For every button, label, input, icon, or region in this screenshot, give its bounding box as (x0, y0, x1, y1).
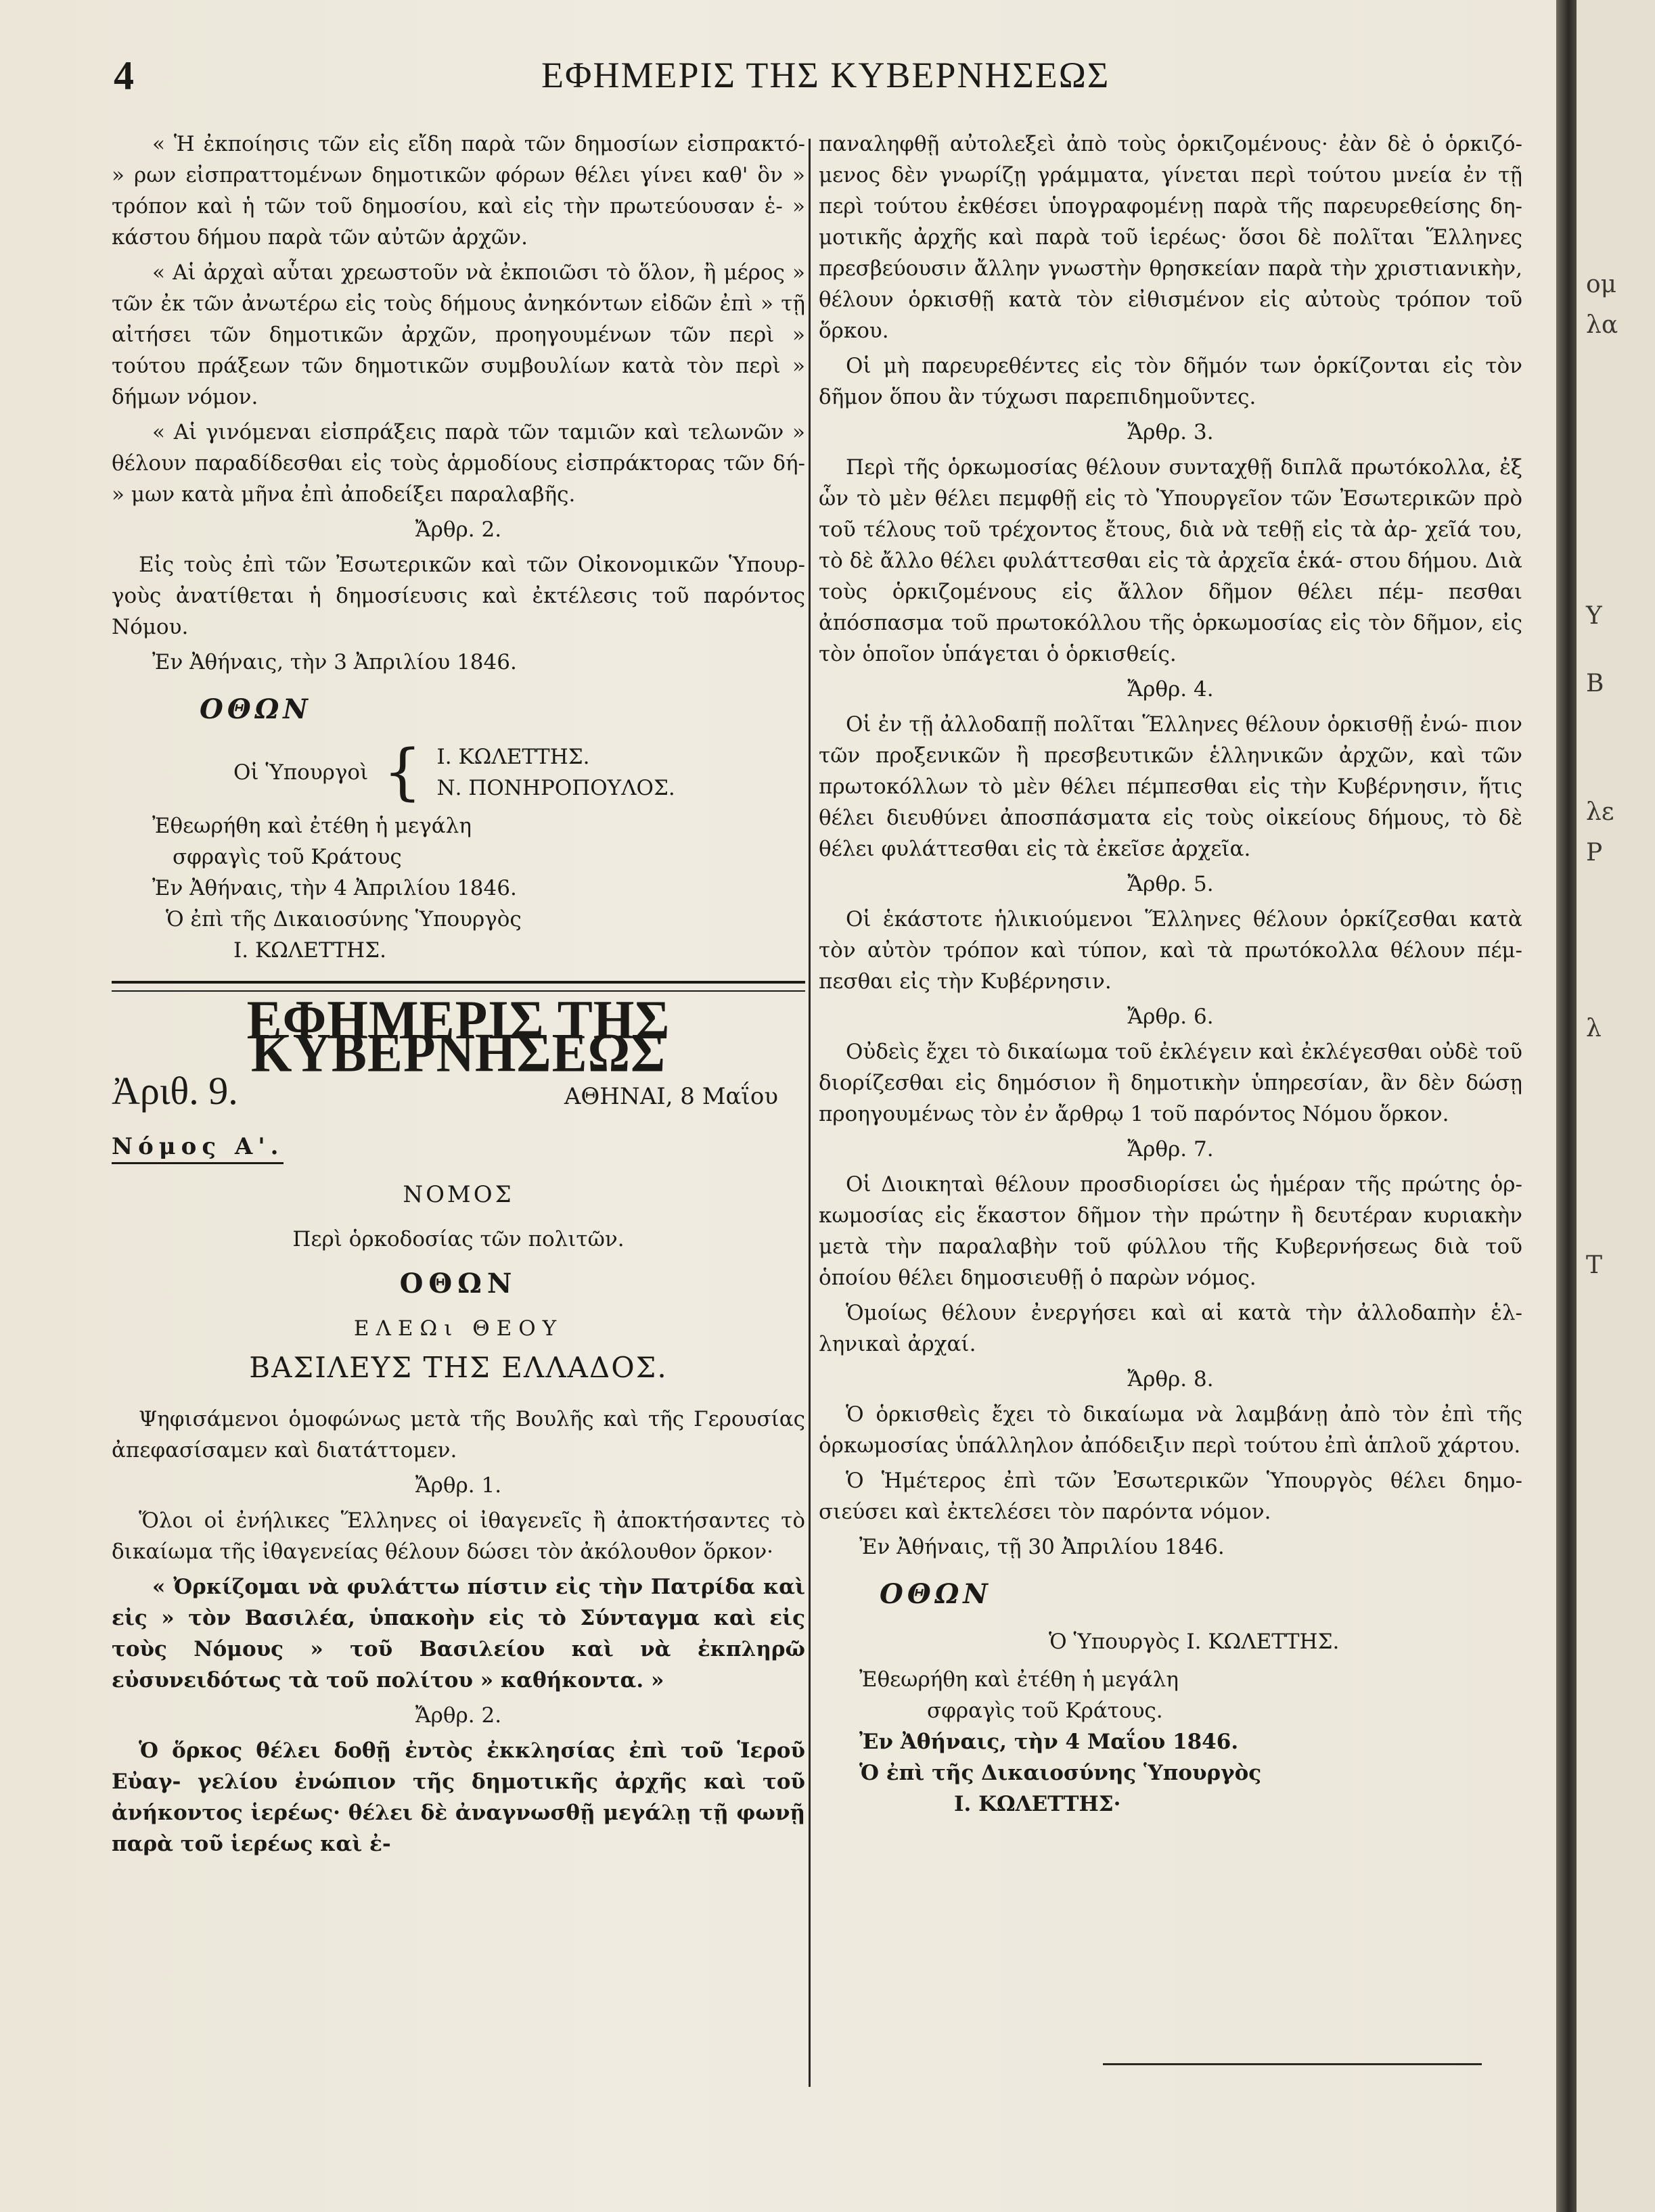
edge-fragment: λε (1586, 798, 1614, 826)
issue-place-date: ΑΘΗΝΑΙ, 8 Μαΐου (564, 1083, 778, 1110)
justice-minister-label: Ὁ ἐπὶ τῆς Δικαιοσύνης Ὑπουργὸς (859, 1761, 1262, 1785)
article-text: Οἱ μὴ παρευρεθέντες εἰς τὸν δῆμόν των ὁρκίζονται εἰς τὸν δῆμον ὅπου ἂν τύχωσι παρεπιδημοῦντες. (819, 354, 1522, 409)
page-number: 4 (114, 53, 134, 98)
preamble: Ψηφισάμενοι ὁμοφώνως μετὰ τῆς Βουλῆς καὶ τῆς Γερουσίας ἀπεφασίσαμεν καὶ διατάττομεν. (112, 1407, 805, 1462)
seal-block (859, 1664, 1522, 1820)
seal-line: Ἐθεωρήθη καὶ ἐτέθη ἡ μεγάλη (152, 814, 472, 838)
article-heading: Ἄρθρ. 6. (1127, 1005, 1214, 1029)
justice-minister-name: Ι. ΚΩΛΕΤΤΗΣ. (233, 938, 386, 963)
article-text: Εἰς τοὺς ἐπὶ τῶν Ἐσωτερικῶν καὶ τῶν Οἰκονομικῶν Ὑπουρ- γοὺς ἀνατίθεται ἡ δημοσίευσις καὶ ἐκτέλεσις τοῦ παρόντος Νόμου. (112, 553, 805, 639)
right-column (819, 129, 1522, 1820)
adjacent-page-edge (1577, 0, 1655, 2212)
king-signature: ΟΘΩΝ (880, 1578, 992, 1610)
date-line: Ἐν Ἀθήναις, τὴν 3 Ἀπριλίου 1846. (152, 650, 517, 674)
quote-paragraph: « Αἱ γινόμεναι εἰσπράξεις παρὰ τῶν ταμιῶν καὶ τελωνῶν » θέλουν παραδίδεσθαι εἰς τοὺς ἁρμοδίους εἰσπράκτορας τῶν δή- » μων κατὰ μῆνα ἐπὶ ἀποδείξει παραλαβῆς. (112, 420, 805, 507)
issue-number: Ἀριθ. 9. (112, 1069, 238, 1113)
book-gutter (1556, 0, 1577, 2212)
edge-fragment: Τ (1586, 1251, 1603, 1279)
edge-fragment: Ρ (1586, 839, 1603, 867)
date-line: Ἐν Ἀθήναις, τῇ 30 Ἀπριλίου 1846. (859, 1535, 1225, 1559)
minister-names (437, 741, 675, 804)
brace-glyph: { (383, 737, 422, 808)
justice-minister-label: Ὁ ἐπὶ τῆς Δικαιοσύνης Ὑπουργὸς (166, 907, 522, 931)
justice-minister-name: Ι. ΚΩΛΕΤΤΗΣ· (954, 1792, 1121, 1816)
law-subject: Περὶ ὁρκοδοσίας τῶν πολιτῶν. (292, 1227, 625, 1251)
article-text: Ὁ ὅρκος θέλει δοθῇ ἐντὸς ἐκκλησίας ἐπὶ τοῦ Ἱεροῦ Εὐαγ- γελίου ἐνώπιον τῆς δημοτικῆς ἀρχῆς καὶ τοῦ ἀνήκοντος ἱερέως· θέλει δὲ ἀναγνωσθῇ μεγάλῃ τῇ φωνῇ παρὰ τοῦ ἱερέως καὶ ἐ- (112, 1738, 805, 1856)
article-heading: Ἄρθρ. 1. (415, 1473, 502, 1498)
article-text: Ὁ Ἡμέτερος ἐπὶ τῶν Ἐσωτερικῶν Ὑπουργὸς θέλει δημο- σιεύσει καὶ ἐκτελέσει τὸν παρόντα νόμον. (819, 1469, 1522, 1524)
article-heading: Ἄρθρ. 3. (1127, 420, 1214, 444)
article-heading: Ἄρθρ. 2. (415, 517, 502, 542)
seal-line: σφραγὶς τοῦ Κράτους (173, 845, 402, 869)
by-grace-of-god: ΕΛΕΩι ΘΕΟΥ (353, 1316, 564, 1341)
law-title: ΝΟΜΟΣ (403, 1181, 514, 1208)
edge-fragment: Β (1586, 670, 1604, 697)
edge-fragment: ομ (1586, 271, 1617, 298)
law-label: Νόμος Α'. (112, 1131, 284, 1164)
quote-paragraph: « Αἱ ἀρχαὶ αὗται χρεωστοῦν νὰ ἐκποιῶσι τὸ ὅλον, ἢ μέρος » τῶν ἐκ τῶν ἀνωτέρω εἰς τοὺς δήμους ἀνηκόντων εἰδῶν ἐπὶ » τῇ αἰτήσει τῶν δημοτικῶν ἀρχῶν, προηγουμένων τῶν περὶ » τούτου πράξεων τῶν δημοτικῶν συμβουλίων κατὰ τὸν περὶ » δήμων νόμον. (112, 260, 805, 409)
article-text: Οἱ ἑκάστοτε ἡλικιούμενοι Ἕλληνες θέλουν ὁρκίζεσθαι κατὰ τὸν αὐτὸν τρόπον καὶ τύπον, καὶ τὰ πρωτόκολλα θέλουν πέμ- πεσθαι εἰς τὴν Κυβέρνησιν. (819, 907, 1522, 994)
article-text: Περὶ τῆς ὁρκωμοσίας θέλουν συνταχθῇ διπλᾶ πρωτόκολλα, ἐξ ὧν τὸ μὲν θέλει πεμφθῇ εἰς τὸ Ὑπουργεῖον τῶν Ἐσωτερικῶν πρὸ τοῦ τέλους τοῦ τρέχοντος ἔτους, διὰ νὰ τεθῇ εἰς τὰ ἀρ- χεῖά του, τὸ δὲ ἄλλο θέλει φυλάττεσθαι εἰς τὰ ἀρχεῖα ἑκά- στου δήμου. Διὰ τοὺς ὁρκιζομένους εἰς ἄλλον δῆμον θέλει πέμ- πεσθαι ἀπόσπασμα τοῦ πρωτοκόλλου τῆς ὁρκωμοσίας εἰς τὸν δῆμον, εἰς τὸν ὁποῖον ὑπάγεται ὁ ὁρκισθείς. (819, 455, 1522, 666)
article-heading: Ἄρθρ. 8. (1127, 1367, 1214, 1391)
article-text: Ὁ ὁρκισθεὶς ἔχει τὸ δικαίωμα νὰ λαμβάνῃ ἀπὸ τὸν ἐπὶ τῆς ὁρκωμοσίας ὑπάλληλον ἀπόδειξιν περὶ τούτου ἐπὶ ἁπλοῦ χάρτου. (819, 1402, 1522, 1458)
seal-line: σφραγὶς τοῦ Κράτους. (927, 1699, 1163, 1723)
edge-fragment: λα (1586, 311, 1618, 339)
minister-name: Ι. ΚΩΛΕΤΤΗΣ. (436, 745, 590, 769)
article-heading: Ἄρθρ. 5. (1127, 872, 1214, 896)
king-signature: ΟΘΩΝ (200, 693, 312, 725)
article-text: Οὐδεὶς ἔχει τὸ δικαίωμα τοῦ ἐκλέγειν καὶ ἐκλέγεσθαι οὐδὲ τοῦ διορίζεσθαι εἰς δημόσιον ἢ δημοτικὴν ὑπηρεσίαν, ἂν δὲν δώσῃ προηγουμένως τὸν ἐν ἄρθρῳ 1 τοῦ παρόντος Νόμου ὅρκον. (819, 1040, 1522, 1126)
article-text: Οἱ ἐν τῇ ἀλλοδαπῇ πολῖται Ἕλληνες θέλουν ὁρκισθῇ ἐνώ- πιον τῶν προξενικῶν ἢ πρεσβευτικῶν ἑλληνικῶν ἀρχῶν, καὶ τῶν πρωτοκόλλων τὸ μὲν θέλει πέμπεσθαι εἰς τὴν Κυβέρνησιν, ἥτις θέλει διευθύνει ἀποσπάσματα εἰς τοὺς οἰκείους δήμους, τὸ δὲ θέλει φυλάττεσθαι εἰς τὰ ἐκεῖσε ἀρχεῖα. (819, 712, 1522, 861)
article-heading: Ἄρθρ. 7. (1127, 1137, 1214, 1161)
article-text: Οἱ Διοικηταὶ θέλουν προσδιορίσει ὡς ἡμέραν τῆς πρώτης ὁρ- κωμοσίας εἰς ἕκαστον δῆμον τὴν πρώτην ἢ δευτέραν κυριακὴν μετὰ τὴν παραλαβὴν τοῦ φύλλου τῆς Κυβερνήσεως διὰ τοῦ ὁποίου θέλει δημοσιευθῇ ὁ παρὼν νόμος. (819, 1172, 1522, 1290)
date-line: Ἐν Ἀθήναις, τὴν 4 Ἀπριλίου 1846. (152, 876, 517, 900)
article-heading: Ἄρθρ. 2. (415, 1703, 502, 1728)
quote-paragraph: « Ἡ ἐκποίησις τῶν εἰς εἴδη παρὰ τῶν δημοσίων εἰσπρακτό- » ρων εἰσπραττομένων δημοτικῶν φόρων θέλει γίνει καθ' ὃν » τρόπον καὶ ἡ τῶν τοῦ δημοσίου, καὶ εἰς τὴν πρωτεύουσαν ἑ- » κάστου δήμου παρὰ τῶν αὐτῶν ἀρχῶν. (112, 132, 805, 250)
running-title: ΕΦΗΜΕΡΙΣ ΤΗΣ ΚΥΒΕΡΝΗΣΕΩΣ (541, 55, 1110, 95)
minister-line: Ὁ Ὑπουργὸς Ι. ΚΩΛΕΤΤΗΣ. (1049, 1630, 1340, 1654)
masthead: ΕΦΗΜΕΡΙΣ ΤΗΣ ΚΥΒΕΡΝΗΣΕΩΣ (246, 988, 671, 1084)
seal-block (152, 810, 805, 966)
king-name: ΟΘΩΝ (399, 1268, 518, 1299)
oath-text: « Ὀρκίζομαι νὰ φυλάττω πίστιν εἰς τὴν Πατρίδα καὶ εἰς » τὸν Βασιλέα, ὑπακοὴν εἰς τὸ Σύνταγμα καὶ εἰς τοὺς Νόμους » τοῦ Βασιλείου καὶ νὰ ἐκπληρῶ εὐσυνειδότως τὰ τοῦ πολίτου » καθήκοντα. » (112, 1575, 805, 1692)
closing-rule (1103, 2063, 1482, 2065)
king-title: ΒΑΣΙΛΕΥΣ ΤΗΣ ΕΛΛΑΔΟΣ. (249, 1351, 668, 1384)
seal-line: Ἐθεωρήθη καὶ ἐτέθη ἡ μεγάλη (859, 1667, 1179, 1692)
ministers-label: Οἱ Ὑπουργοὶ (233, 760, 369, 785)
left-column (112, 129, 805, 1864)
continued-text: παναληφθῇ αὐτολεξεὶ ἀπὸ τοὺς ὁρκιζομένους· ἐὰν δὲ ὁ ὁρκιζό- μενος δὲν γνωρίζῃ γράμματα, γίνεται περὶ τούτου μνεία ἐν τῇ περὶ τούτου ἐκθέσει ὑπογραφομένῃ παρὰ τῆς παρευρεθείσης δη- μοτικῆς ἀρχῆς καὶ παρὰ τοῦ ἱερέως· ὅσοι δὲ πολῖται Ἕλληνες πρεσβεύουσιν ἄλλην γνωστὴν θρησκείαν παρὰ τὴν χριστιανικὴν, θέλουν ὁρκισθῇ κατὰ τὸν εἰθισμένον εἰς αὐτοὺς τρόπον τοῦ ὅρκου. (819, 132, 1522, 343)
edge-fragment: λ (1586, 1015, 1602, 1042)
column-divider (809, 139, 811, 2087)
ministers-block (233, 737, 805, 808)
minister-name: Ν. ΠΟΝΗΡΟΠΟΥΛΟΣ. (436, 776, 675, 800)
article-heading: Ἄρθρ. 4. (1127, 677, 1214, 701)
article-text: Ὅλοι οἱ ἐνήλικες Ἕλληνες οἱ ἰθαγενεῖς ἢ ἀποκτήσαντες τὸ δικαίωμα τῆς ἰθαγενείας θέλουν δώσει τὸν ἀκόλουθον ὅρκον· (112, 1508, 805, 1564)
edge-fragment: Υ (1586, 602, 1602, 630)
date-line: Ἐν Ἀθήναις, τὴν 4 Μαΐου 1846. (859, 1730, 1239, 1754)
article-text: Ὁμοίως θέλουν ἐνεργήσει καὶ αἱ κατὰ τὴν ἀλλοδαπὴν ἑλ- ληνικαὶ ἀρχαί. (819, 1301, 1522, 1356)
